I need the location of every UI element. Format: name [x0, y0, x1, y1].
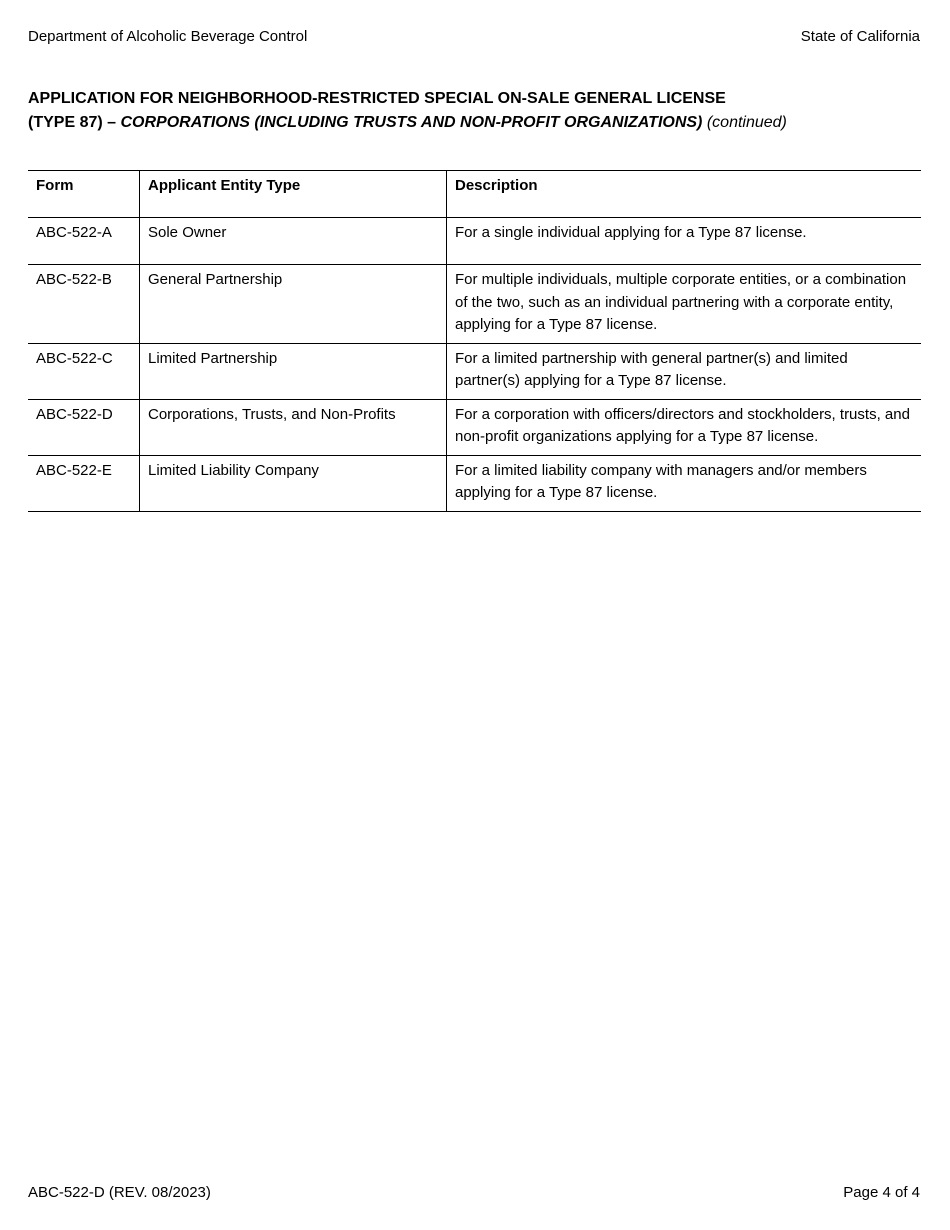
- table-header-row: [28, 171, 921, 218]
- table-row: [28, 343, 921, 399]
- entity-type: Limited Partnership: [140, 343, 447, 399]
- document-title: [28, 87, 920, 135]
- form-number: ABC-522-D: [28, 399, 140, 455]
- table-row: [28, 399, 921, 455]
- table-row: [28, 218, 921, 265]
- description: For multiple individuals, multiple corporate entities, or a combination of the two, such as an individual partnering with a corporate entity, applying for a Type 87 license.: [447, 265, 922, 344]
- title-line-2: [28, 111, 920, 135]
- form-number: ABC-522-E: [28, 455, 140, 511]
- entity-type: General Partnership: [140, 265, 447, 344]
- form-number: ABC-522-B: [28, 265, 140, 344]
- description: For a limited partnership with general partner(s) and limited partner(s) applying for a Type 87 license.: [447, 343, 922, 399]
- form-number: ABC-522-C: [28, 343, 140, 399]
- entity-type: Limited Liability Company: [140, 455, 447, 511]
- entity-type: Sole Owner: [140, 218, 447, 265]
- description: For a corporation with officers/directors and stockholders, trusts, and non-profit organizations applying for a Type 87 license.: [447, 399, 922, 455]
- table-row: [28, 265, 921, 344]
- department-name: Department of Alcoholic Beverage Control: [28, 28, 308, 45]
- title-line-1: APPLICATION FOR NEIGHBORHOOD-RESTRICTED SPECIAL ON-SALE GENERAL LICENSE: [28, 90, 726, 107]
- form-number: ABC-522-A: [28, 218, 140, 265]
- header-entity-type: Applicant Entity Type: [140, 171, 447, 218]
- title-continued-note: (continued): [702, 114, 787, 131]
- entity-type: Corporations, Trusts, and Non-Profits: [140, 399, 447, 455]
- form-revision: ABC-522-D (REV. 08/2023): [28, 1184, 211, 1201]
- table-row: [28, 455, 921, 511]
- state-name: State of California: [800, 28, 920, 45]
- header-form: Form: [28, 171, 140, 218]
- title-entity-category: CORPORATIONS (INCLUDING TRUSTS AND NON-PROFIT ORGANIZATIONS): [120, 114, 703, 131]
- forms-table: [28, 170, 921, 512]
- page-number: Page 4 of 4: [843, 1184, 920, 1201]
- title-type-prefix: (TYPE 87) –: [28, 114, 121, 131]
- description: For a single individual applying for a Type 87 license.: [447, 218, 922, 265]
- header-description: Description: [447, 171, 922, 218]
- description: For a limited liability company with managers and/or members applying for a Type 87 license.: [447, 455, 922, 511]
